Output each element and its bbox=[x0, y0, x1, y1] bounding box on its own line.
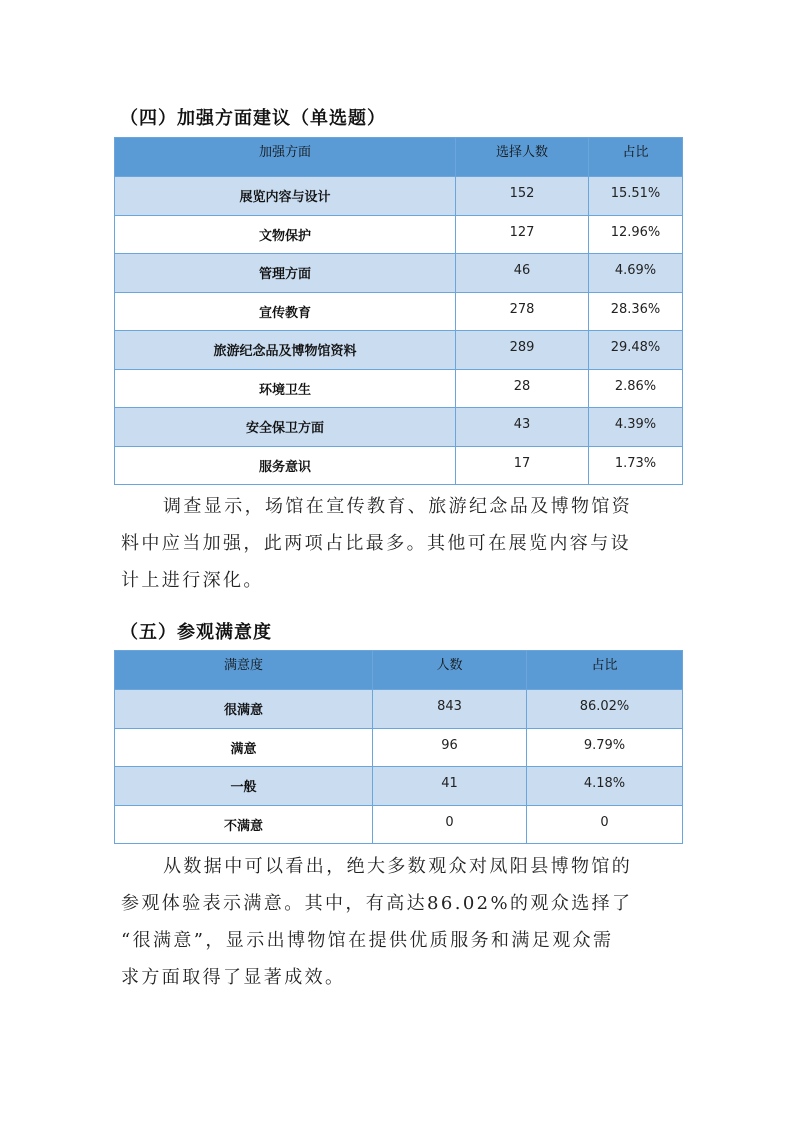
row-percent: 12.96% bbox=[589, 215, 683, 254]
column-header: 满意度 bbox=[115, 651, 373, 690]
paragraph-line: 参观体验表示满意。其中，有高达86.02%的观众选择了 bbox=[121, 893, 633, 914]
row-count: 0 bbox=[373, 805, 527, 844]
column-header: 加强方面 bbox=[115, 138, 456, 177]
row-count: 28 bbox=[456, 369, 589, 408]
column-header: 占比 bbox=[589, 138, 683, 177]
section-heading-5: （五）参观满意度 bbox=[120, 622, 272, 643]
column-header: 占比 bbox=[527, 651, 683, 690]
row-label: 满意 bbox=[115, 728, 373, 767]
row-percent: 28.36% bbox=[589, 292, 683, 331]
row-label: 安全保卫方面 bbox=[115, 408, 456, 447]
table-header-row bbox=[115, 138, 683, 177]
row-percent: 4.18% bbox=[527, 767, 683, 806]
row-label: 一般 bbox=[115, 767, 373, 806]
row-label: 不满意 bbox=[115, 805, 373, 844]
table-row bbox=[115, 805, 683, 844]
row-label: 宣传教育 bbox=[115, 292, 456, 331]
row-count: 843 bbox=[373, 690, 527, 729]
table-row bbox=[115, 177, 683, 216]
row-count: 152 bbox=[456, 177, 589, 216]
table-row bbox=[115, 446, 683, 485]
row-percent: 86.02% bbox=[527, 690, 683, 729]
satisfaction-table bbox=[114, 650, 683, 844]
row-percent: 29.48% bbox=[589, 331, 683, 370]
row-count: 96 bbox=[373, 728, 527, 767]
row-percent: 4.69% bbox=[589, 254, 683, 293]
paragraph-line: 从数据中可以看出，绝大多数观众对凤阳县博物馆的 bbox=[163, 856, 633, 877]
row-percent: 0 bbox=[527, 805, 683, 844]
table-row bbox=[115, 254, 683, 293]
table-row bbox=[115, 292, 683, 331]
table-row bbox=[115, 690, 683, 729]
column-header: 选择人数 bbox=[456, 138, 589, 177]
paragraph-line: 计上进行深化。 bbox=[121, 570, 264, 591]
row-label: 管理方面 bbox=[115, 254, 456, 293]
table-header-row bbox=[115, 651, 683, 690]
row-label: 环境卫生 bbox=[115, 369, 456, 408]
analysis-paragraph-5 bbox=[121, 848, 681, 996]
paragraph-line: 求方面取得了显著成效。 bbox=[121, 967, 346, 988]
paragraph-line: “很满意”，显示出博物馆在提供优质服务和满足观众需 bbox=[121, 930, 614, 951]
table-row bbox=[115, 408, 683, 447]
paragraph-line: 料中应当加强，此两项占比最多。其他可在展览内容与设 bbox=[121, 533, 631, 554]
row-percent: 9.79% bbox=[527, 728, 683, 767]
paragraph-line: 调查显示，场馆在宣传教育、旅游纪念品及博物馆资 bbox=[163, 496, 633, 517]
row-count: 46 bbox=[456, 254, 589, 293]
table-row bbox=[115, 767, 683, 806]
row-label: 旅游纪念品及博物馆资料 bbox=[115, 331, 456, 370]
improvement-table bbox=[114, 137, 683, 485]
row-count: 289 bbox=[456, 331, 589, 370]
row-label: 展览内容与设计 bbox=[115, 177, 456, 216]
row-count: 43 bbox=[456, 408, 589, 447]
section-heading-4: （四）加强方面建议（单选题） bbox=[120, 108, 386, 129]
row-percent: 1.73% bbox=[589, 446, 683, 485]
table-row bbox=[115, 728, 683, 767]
table-row bbox=[115, 369, 683, 408]
row-count: 17 bbox=[456, 446, 589, 485]
row-label: 文物保护 bbox=[115, 215, 456, 254]
column-header: 人数 bbox=[373, 651, 527, 690]
analysis-paragraph-4 bbox=[121, 488, 681, 599]
row-count: 278 bbox=[456, 292, 589, 331]
row-percent: 2.86% bbox=[589, 369, 683, 408]
row-count: 127 bbox=[456, 215, 589, 254]
row-label: 很满意 bbox=[115, 690, 373, 729]
row-count: 41 bbox=[373, 767, 527, 806]
table-row bbox=[115, 331, 683, 370]
row-percent: 4.39% bbox=[589, 408, 683, 447]
row-label: 服务意识 bbox=[115, 446, 456, 485]
table-row bbox=[115, 215, 683, 254]
row-percent: 15.51% bbox=[589, 177, 683, 216]
